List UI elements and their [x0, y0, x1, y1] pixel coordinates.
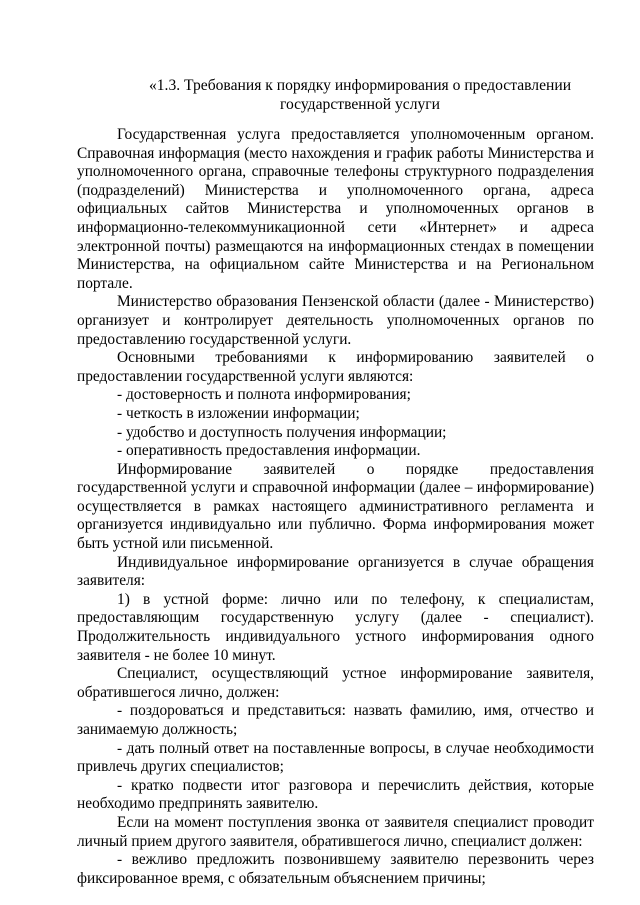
list-item: - оперативность предоставления информации.	[117, 442, 421, 460]
list-item: - вежливо предложить позвонившему заявителю перезвонить через фиксированное время, с обязательным объяснением причины;	[77, 851, 594, 887]
list-item: - удобство и доступность получения информации;	[117, 423, 447, 441]
section-heading-line-1: «1.3. Требования к порядку информирования о предоставлении	[148, 77, 572, 94]
list-item: - достоверность и полнота информирования;	[117, 386, 411, 404]
list-item: - поздороваться и представиться: назвать фамилию, имя, отчество и занимаемую должность;	[77, 702, 594, 738]
section-heading	[140, 77, 580, 114]
paragraph: Основными требованиями к информированию заявителей о предоставлении государственной услуги являются:	[77, 349, 594, 385]
list-item: - четкость в изложении информации;	[117, 404, 360, 422]
document-body	[77, 126, 594, 888]
list-item: - кратко подвести итог разговора и перечислить действия, которые необходимо предпринять заявителю.	[77, 776, 594, 813]
paragraph: Специалист, осуществляющий устное информирование заявителя, обратившегося лично, должен:	[77, 665, 594, 701]
paragraph: Информирование заявителей о порядке предоставления государственной услуги и справочной информации (далее – информирование) осуществляется в рамках настоящего административного регламента и организуется индивидуально или публично. Форма информирования может быть устной или письменной.	[77, 460, 594, 553]
paragraph: Индивидуальное информирование организуется в случае обращения заявителя:	[77, 553, 594, 590]
section-heading-line-2: государственной услуги	[279, 95, 441, 113]
paragraph: Государственная услуга предоставляется уполномоченным органом. Справочная информация (место нахождения и график работы Министерства и уполномоченного органа, справочные телефоны структурного подразделения (подразделений) Министерства и уполномоченного органа, адреса официальных сайтов Министерства и уполномоченных органов в информационно-телекоммуникационной сети «Интернет» и адреса электронной почты) размещаются на информационных стендах в помещении Министерства, на официальном сайте Министерства и на Региональном портале.	[77, 126, 594, 292]
paragraph: Если на момент поступления звонка от заявителя специалист проводит личный прием другого заявителя, обратившегося лично, специалист должен:	[77, 813, 594, 850]
paragraph: 1) в устной форме: лично или по телефону, к специалистам, предоставляющим государственную услугу (далее - специалист). Продолжительность индивидуального устного информирования одного заявителя - не более 10 минут.	[77, 590, 594, 664]
paragraph: Министерство образования Пензенской области (далее - Министерство) организует и контролирует деятельность уполномоченных органов по предоставлению государственной услуги.	[77, 293, 594, 348]
list-item: - дать полный ответ на поставленные вопросы, в случае необходимости привлечь других специалистов;	[77, 739, 594, 776]
